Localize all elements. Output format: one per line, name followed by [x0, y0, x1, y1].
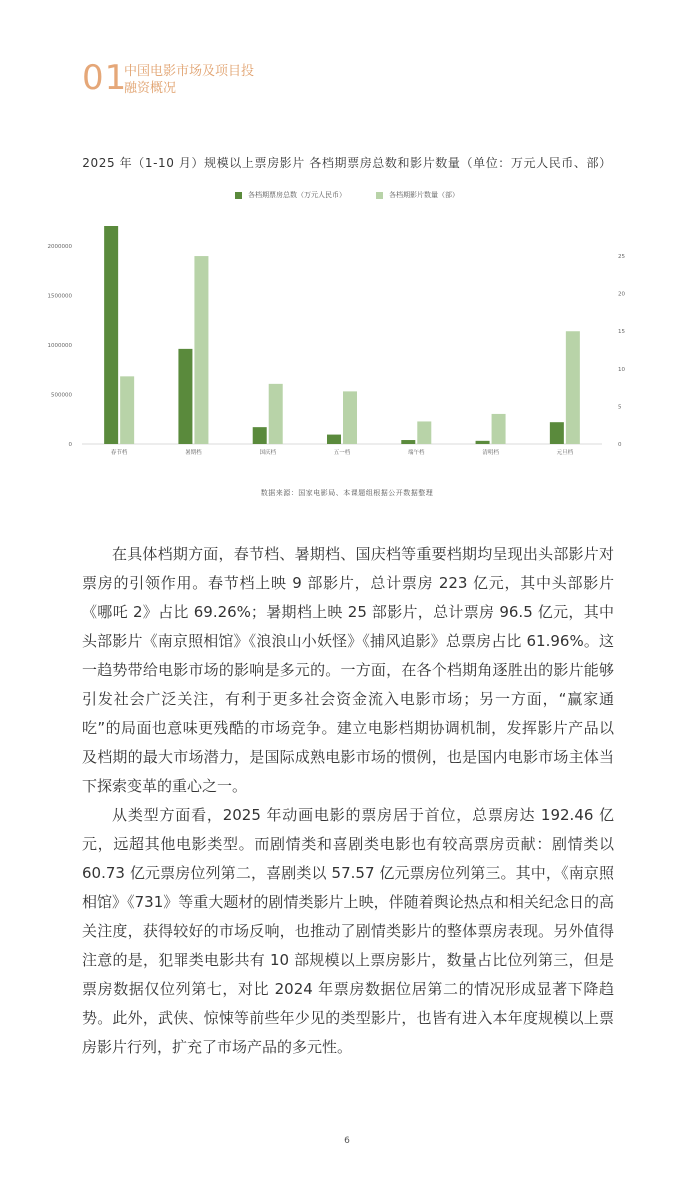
bar-box-office: [253, 427, 267, 444]
bar-film-count: [417, 421, 431, 444]
right-axis-tick-label: 10: [618, 366, 625, 373]
x-axis-tick-label: 清明档: [482, 450, 499, 456]
section-number: 01: [82, 58, 128, 98]
right-axis-tick-label: 20: [618, 291, 625, 298]
bar-box-office: [401, 440, 415, 444]
left-axis-tick-label: 1500000: [47, 293, 72, 300]
bar-film-count: [120, 376, 134, 444]
x-axis-tick-label: 春节档: [110, 450, 128, 456]
left-axis-tick-label: 500000: [51, 392, 72, 399]
chart-title: 2025 年（1-10 月）规模以上票房影片 各档期票房总数和影片数量（单位：万元人民币、部）: [82, 156, 612, 170]
x-axis-tick-label: 暑期档: [185, 450, 202, 456]
bar-box-office: [178, 349, 192, 444]
left-axis-tick-label: 1000000: [47, 342, 72, 349]
chart-source: 数据来源：国家电影局、本课题组根据公开数据整理: [260, 489, 434, 497]
x-axis-tick-label: 五一档: [333, 450, 351, 456]
bar-film-count: [566, 331, 580, 444]
bar-box-office: [476, 441, 490, 444]
bar-box-office: [327, 435, 341, 444]
paragraph: 在具体档期方面，春节档、暑期档、国庆档等重要档期均呈现出头部影片对票房的引领作用。春节档上映 9 部影片，总计票房 223 亿元，其中头部影片《哪吒 2》占比 69.26%；暑期档上映 25 部影片，总计票房 96.5 亿元，其中头部影片《南京照相馆》《浪浪山小妖怪》《捕风追影》总票房占比 61.96%。这一趋势带给电影市场的影响是多元的。一方面，在各个档期角逐胜出的影片能够引发社会广泛关注，有利于更多社会资金流入电影市场；另一方面，“赢家通吃”的局面也意味更残酷的市场竞争。建立电影档期协调机制，发挥影片产品以及档期的最大市场潜力，是国际成熟电影市场的惯例，也是国内电影市场主体当下探索变革的重心之一。: [82, 545, 614, 795]
left-axis-tick-label: 2000000: [47, 243, 72, 250]
section-title: 中国电影市场及项目投融资概况: [124, 64, 255, 96]
bar-film-count: [269, 384, 283, 444]
bar-film-count: [343, 391, 357, 444]
left-axis-tick-label: 0: [68, 442, 72, 448]
x-axis-tick-label: 端午档: [408, 450, 425, 456]
body-text: [82, 540, 614, 1062]
right-axis-tick-label: 25: [618, 254, 625, 261]
legend-label-film-count: 各档期影片数量（部）: [389, 191, 459, 199]
bar-box-office: [104, 226, 118, 444]
right-axis-tick-label: 0: [618, 442, 622, 448]
right-axis-tick-label: 15: [618, 329, 625, 336]
bar-chart: [0, 0, 694, 480]
page-number: 6: [344, 1136, 350, 1146]
right-axis-tick-label: 5: [618, 404, 622, 411]
x-axis-tick-label: 元旦档: [556, 450, 574, 456]
bar-box-office: [550, 422, 564, 444]
bar-film-count: [492, 414, 506, 444]
legend-label-box-office: 各档期票房总数（万元人民币）: [248, 191, 346, 199]
paragraph: 从类型方面看，2025 年动画电影的票房居于首位，总票房达 192.46 亿元，远超其他电影类型。而剧情类和喜剧类电影也有较高票房贡献：剧情类以 60.73 亿元票房位列第二，喜剧类以 57.57 亿元票房位列第三。其中，《南京照相馆》《731》等重大题材的剧情类影片上映，伴随着舆论热点和相关纪念日的高关注度，获得较好的市场反响，也推动了剧情类影片的整体票房表现。另外值得注意的是，犯罪类电影共有 10 部规模以上票房影片，数量占比位列第三，但是票房数据仅位列第七，对比 2024 年票房数据位居第二的情况形成显著下降趋势。此外，武侠、惊悚等前些年少见的类型影片，也皆有进入本年度规模以上票房影片行列，扩充了市场产品的多元性。: [82, 806, 614, 1056]
x-axis-tick-label: 国庆档: [259, 450, 276, 456]
bar-film-count: [194, 256, 208, 444]
